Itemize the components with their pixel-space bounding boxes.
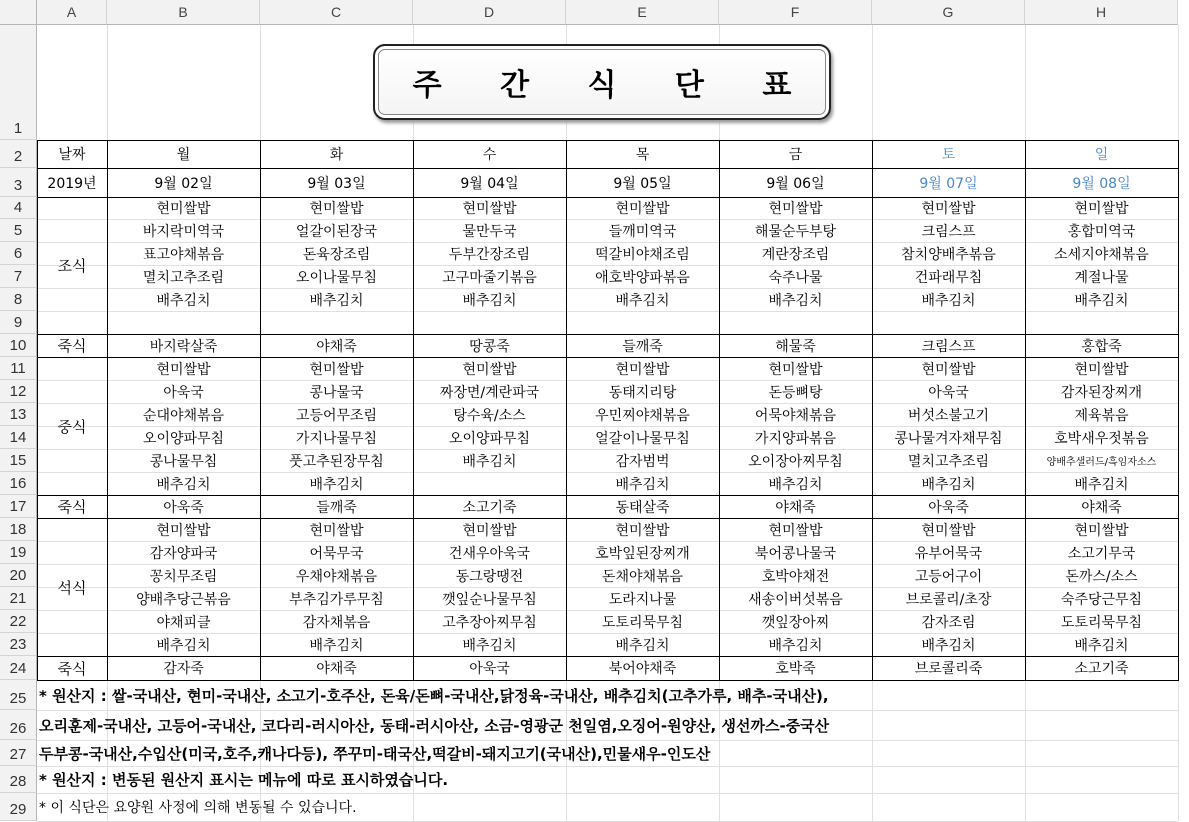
origin-note[interactable]: * 원산지 : 쌀-국내산, 현미-국내산, 소고기-호주산, 돈육/돈뼈-국내산,닭정육-국내산, 배추김치(고추가루, 배추-국내산),	[39, 686, 829, 705]
row-header-7[interactable]: 7	[0, 265, 37, 288]
menu-cell[interactable]: 감자조림	[921, 614, 976, 631]
table-border-vertical	[719, 140, 720, 680]
menu-cell[interactable]: 오이양파무침	[142, 430, 225, 447]
date-cell-6[interactable]: 9월 07일	[919, 175, 978, 192]
menu-cell[interactable]: 현미쌀밥	[1074, 522, 1129, 539]
menu-cell[interactable]: 얼갈이나물무침	[595, 430, 690, 447]
row-header-26[interactable]: 26	[0, 710, 37, 740]
menu-cell[interactable]: 현미쌀밥	[615, 201, 670, 217]
table-border-horizontal	[37, 197, 1179, 198]
table-border-vertical	[872, 140, 873, 680]
column-header-c[interactable]: C	[260, 0, 413, 25]
menu-cell[interactable]: 고구마줄기볶음	[442, 269, 537, 286]
menu-cell[interactable]: 양배추샐러드/흑임자소스	[1046, 457, 1157, 468]
menu-cell[interactable]: 숙주나물	[768, 269, 823, 286]
menu-cell[interactable]: 배추김치	[462, 292, 517, 309]
column-header-g[interactable]: G	[872, 0, 1025, 25]
menu-cell[interactable]: 고추장아찌무침	[442, 614, 537, 631]
menu-cell[interactable]: 깻잎순나물무침	[442, 591, 537, 608]
menu-cell[interactable]: 현미쌀밥	[768, 522, 823, 539]
menu-cell[interactable]: 두부간장조림	[448, 246, 531, 263]
porridge-cell[interactable]: 호박죽	[775, 661, 816, 677]
menu-cell[interactable]: 콩나물무침	[149, 453, 218, 470]
menu-cell[interactable]: 숙주당근무침	[1060, 591, 1143, 608]
row-header-27[interactable]: 27	[0, 740, 37, 766]
table-border-horizontal	[37, 140, 1179, 141]
porridge-label-2[interactable]: 죽식	[57, 498, 87, 516]
table-border-vertical	[566, 140, 567, 680]
porridge-cell[interactable]: 소고기죽	[1074, 661, 1129, 677]
menu-cell[interactable]: 현미쌀밥	[615, 361, 670, 378]
menu-cell[interactable]: 참치양배추볶음	[901, 246, 996, 263]
menu-cell[interactable]: 애호박양파볶음	[595, 269, 690, 286]
row-header-14[interactable]: 14	[0, 426, 37, 449]
menu-cell[interactable]: 현미쌀밥	[462, 522, 517, 539]
menu-cell[interactable]: 현미쌀밥	[1074, 361, 1129, 378]
porridge-cell[interactable]: 야채죽	[316, 661, 357, 677]
porridge-cell[interactable]: 들깨죽	[316, 499, 357, 516]
menu-cell[interactable]: 배추김치	[309, 292, 364, 309]
menu-cell[interactable]: 가지나물무침	[295, 430, 378, 447]
lunch-label[interactable]: 중식	[57, 417, 87, 436]
column-header-h[interactable]: H	[1025, 0, 1178, 25]
menu-cell[interactable]: 현미쌀밥	[309, 201, 364, 217]
row-header-3[interactable]: 3	[0, 168, 37, 197]
menu-cell[interactable]	[413, 472, 566, 495]
menu-cell[interactable]: 멸치고추조림	[907, 453, 990, 470]
porridge-label-1[interactable]: 죽식	[57, 337, 87, 355]
year-cell[interactable]: 2019년	[47, 175, 97, 192]
breakfast-label[interactable]: 조식	[57, 257, 87, 275]
menu-cell[interactable]: 양배추당근볶음	[136, 591, 231, 608]
porridge-cell[interactable]: 아욱죽	[928, 499, 969, 516]
menu-cell[interactable]: 돈채야채볶음	[601, 568, 684, 585]
row-header-29[interactable]: 29	[0, 793, 37, 821]
origin-note[interactable]: * 이 식단은 요양원 사정에 의해 변동될 수 있습니다.	[39, 800, 357, 816]
menu-cell[interactable]: 현미쌀밥	[309, 361, 364, 378]
menu-cell[interactable]: 바지락미역국	[142, 223, 225, 240]
menu-cell[interactable]: 호박야채전	[761, 568, 830, 585]
menu-cell[interactable]: 배추김치	[1074, 637, 1129, 654]
menu-cell[interactable]: 떡갈비야채조림	[595, 246, 690, 263]
menu-cell[interactable]: 현미쌀밥	[462, 361, 517, 378]
day-header-7[interactable]: 일	[1094, 147, 1109, 163]
row-header-25[interactable]: 25	[0, 680, 37, 710]
table-border-horizontal	[37, 518, 1179, 519]
menu-cell[interactable]: 들깨미역국	[608, 223, 677, 240]
menu-cell[interactable]: 돈까스/소스	[1065, 568, 1138, 585]
date-cell-3[interactable]: 9월 04일	[460, 175, 519, 192]
menu-cell[interactable]: 도토리묵무침	[1060, 614, 1143, 631]
menu-cell[interactable]: 멸치고추조림	[142, 269, 225, 286]
porridge-cell[interactable]: 땅콩죽	[469, 338, 510, 355]
menu-cell[interactable]: 부추김가루무침	[289, 591, 384, 608]
table-border-vertical	[260, 140, 261, 680]
day-header-6[interactable]: 토	[941, 147, 956, 163]
menu-cell[interactable]: 풋고추된장무침	[289, 453, 384, 470]
day-header-2[interactable]: 화	[329, 147, 344, 163]
menu-cell[interactable]: 배추김치	[615, 476, 670, 493]
menu-cell[interactable]: 배추김치	[156, 637, 211, 654]
day-header-3[interactable]: 수	[482, 147, 497, 163]
menu-cell[interactable]: 건새우아욱국	[448, 545, 531, 562]
menu-cell[interactable]: 배추김치	[768, 637, 823, 654]
row-header-19[interactable]: 19	[0, 541, 37, 564]
menu-cell[interactable]: 배추김치	[921, 292, 976, 309]
porridge-cell[interactable]: 북어야채죽	[608, 661, 677, 677]
menu-cell[interactable]: 고등어구이	[914, 568, 983, 585]
menu-cell[interactable]: 꽁치무조림	[149, 568, 218, 585]
row-header-4[interactable]: 4	[0, 197, 37, 219]
menu-cell[interactable]: 계절나물	[1074, 269, 1129, 286]
menu-cell[interactable]: 배추김치	[462, 453, 517, 470]
menu-cell[interactable]: 새송이버섯볶음	[748, 591, 843, 608]
row-header-2[interactable]: 2	[0, 140, 37, 168]
menu-cell[interactable]: 크림스프	[921, 223, 976, 240]
porridge-cell[interactable]: 바지락살죽	[149, 338, 218, 355]
menu-cell[interactable]: 호박잎된장찌개	[595, 545, 690, 562]
menu-cell[interactable]	[413, 311, 566, 334]
menu-cell[interactable]: 감자범벅	[615, 453, 670, 470]
column-header-a[interactable]: A	[37, 0, 107, 25]
row-header-6[interactable]: 6	[0, 242, 37, 265]
day-header-4[interactable]: 목	[635, 147, 650, 163]
row-header-20[interactable]: 20	[0, 564, 37, 587]
menu-cell[interactable]	[1025, 311, 1178, 334]
date-cell-5[interactable]: 9월 06일	[766, 175, 825, 192]
menu-cell[interactable]: 배추김치	[156, 476, 211, 493]
porridge-cell[interactable]: 야채죽	[775, 499, 816, 516]
row-header-17[interactable]: 17	[0, 495, 37, 518]
row-header-22[interactable]: 22	[0, 610, 37, 633]
day-header-5[interactable]: 금	[788, 147, 803, 163]
menu-cell[interactable]: 북어콩나물국	[754, 545, 837, 562]
menu-cell[interactable]: 해물순두부탕	[754, 223, 837, 240]
menu-cell[interactable]: 배추김치	[921, 637, 976, 654]
column-header-f[interactable]: F	[719, 0, 872, 25]
date-cell-7[interactable]: 9월 08일	[1072, 175, 1131, 192]
menu-cell[interactable]	[566, 311, 719, 334]
menu-cell[interactable]: 배추김치	[615, 292, 670, 309]
origin-note[interactable]: 두부콩-국내산,수입산(미국,호주,캐나다등), 쭈꾸미-태국산,떡갈비-돼지고기(국내산),민물새우-인도산	[39, 744, 711, 763]
menu-cell[interactable]: 깻잎장아찌	[761, 614, 830, 631]
porridge-cell[interactable]: 야채죽	[1081, 499, 1122, 516]
menu-cell[interactable]: 배추김치	[1074, 476, 1129, 493]
menu-cell[interactable]: 버섯소불고기	[907, 407, 990, 424]
table-border-horizontal	[37, 168, 1179, 169]
menu-cell[interactable]: 감자양파국	[149, 545, 218, 562]
menu-cell[interactable]: 어묵무국	[309, 545, 364, 562]
row-header-5[interactable]: 5	[0, 219, 37, 242]
origin-note[interactable]: * 원산지 : 변동된 원산지 표시는 메뉴에 따로 표시하였습니다.	[39, 771, 449, 789]
menu-cell[interactable]: 표고야채볶음	[142, 246, 225, 263]
menu-cell[interactable]: 현미쌀밥	[615, 522, 670, 539]
table-border-vertical	[107, 140, 108, 680]
date-label-cell[interactable]: 날짜	[58, 147, 86, 163]
menu-cell[interactable]: 배추김치	[615, 637, 670, 654]
menu-cell[interactable]: 현미쌀밥	[156, 361, 211, 378]
porridge-cell[interactable]: 크림스프	[921, 338, 976, 355]
menu-cell[interactable]: 브로콜리/초장	[905, 591, 992, 608]
porridge-cell[interactable]: 해물죽	[775, 338, 816, 355]
menu-cell[interactable]: 고등어무조림	[295, 407, 378, 424]
menu-cell[interactable]: 짜장면/계란파국	[439, 384, 540, 401]
menu-cell[interactable]: 호박새우젓볶음	[1054, 430, 1149, 447]
select-all-corner[interactable]	[0, 0, 37, 25]
menu-cell[interactable]: 콩나물겨자채무침	[894, 430, 1003, 447]
menu-cell[interactable]: 가지양파볶음	[754, 430, 837, 447]
menu-cell[interactable]: 현미쌀밥	[921, 201, 976, 217]
porridge-cell[interactable]: 아욱국	[469, 661, 510, 677]
table-border-horizontal	[37, 334, 1179, 335]
menu-cell[interactable]	[872, 311, 1025, 334]
menu-cell[interactable]: 배추김치	[462, 637, 517, 654]
menu-cell[interactable]: 돈등뼈탕	[768, 384, 823, 401]
menu-cell[interactable]: 오이장아찌무침	[748, 453, 843, 470]
menu-cell[interactable]: 배추김치	[309, 476, 364, 493]
menu-cell[interactable]: 유부어묵국	[914, 545, 983, 562]
row-header-18[interactable]: 18	[0, 518, 37, 541]
date-cell-4[interactable]: 9월 05일	[613, 175, 672, 192]
row-header-1[interactable]: 1	[0, 25, 37, 140]
menu-cell[interactable]: 감자된장찌개	[1060, 384, 1143, 401]
menu-cell[interactable]: 탕수육/소스	[453, 407, 526, 424]
row-header-23[interactable]: 23	[0, 633, 37, 656]
porridge-cell[interactable]: 야채죽	[316, 338, 357, 355]
row-header-15[interactable]: 15	[0, 449, 37, 472]
menu-cell[interactable]: 물만두국	[462, 223, 517, 240]
menu-cell[interactable]: 배추김치	[156, 292, 211, 309]
menu-cell[interactable]: 도토리묵무침	[601, 614, 684, 631]
row-header-24[interactable]: 24	[0, 656, 37, 680]
menu-cell[interactable]: 우채야채볶음	[295, 568, 378, 585]
menu-cell[interactable]	[260, 311, 413, 334]
menu-cell[interactable]: 계란장조림	[761, 246, 830, 263]
menu-cell[interactable]: 어묵야채볶음	[754, 407, 837, 424]
table-border-vertical	[413, 140, 414, 680]
menu-cell[interactable]: 오이나물무침	[295, 269, 378, 286]
porridge-cell[interactable]: 감자죽	[163, 661, 204, 677]
porridge-cell[interactable]: 동태살죽	[615, 499, 670, 516]
menu-cell[interactable]: 우민찌야채볶음	[595, 407, 690, 424]
porridge-cell[interactable]: 브로콜리죽	[914, 661, 983, 677]
porridge-label-3[interactable]: 죽식	[57, 659, 87, 678]
day-header-1[interactable]: 월	[176, 147, 191, 163]
menu-cell[interactable]: 현미쌀밥	[462, 201, 517, 217]
menu-cell[interactable]: 순대야채볶음	[142, 407, 225, 424]
menu-cell[interactable]: 현미쌀밥	[309, 522, 364, 539]
date-cell-1[interactable]: 9월 02일	[154, 175, 213, 192]
origin-note[interactable]: 오리훈제-국내산, 고등어-국내산, 코다리-러시아산, 동태-러시아산, 소금-영광군 천일염,오징어-원양산, 생선까스-중국산	[39, 716, 830, 735]
menu-cell[interactable]	[107, 311, 260, 334]
table-border-vertical	[37, 140, 38, 680]
table-border-vertical	[1025, 140, 1026, 680]
menu-cell[interactable]: 동태지리탕	[608, 384, 677, 401]
menu-cell[interactable]	[719, 311, 872, 334]
menu-cell[interactable]: 얼갈이된장국	[295, 223, 378, 240]
row-header-12[interactable]: 12	[0, 380, 37, 403]
menu-cell[interactable]: 동그랑땡전	[455, 568, 524, 585]
menu-cell[interactable]: 배추김치	[921, 476, 976, 493]
table-border-horizontal	[37, 495, 1179, 496]
porridge-cell[interactable]: 아욱죽	[163, 499, 204, 516]
row-header-9[interactable]: 9	[0, 311, 37, 334]
column-header-d[interactable]: D	[413, 0, 566, 25]
menu-cell[interactable]: 건파래무침	[914, 269, 983, 286]
menu-cell[interactable]: 오이양파무침	[448, 430, 531, 447]
table-border-horizontal	[37, 357, 1179, 358]
menu-cell[interactable]: 콩나물국	[309, 384, 364, 401]
menu-cell[interactable]: 배추김치	[768, 476, 823, 493]
menu-cell[interactable]: 제육볶음	[1074, 407, 1129, 424]
page-title: 주 간 식 단 표	[373, 44, 831, 120]
row-header-16[interactable]: 16	[0, 472, 37, 495]
row-header-11[interactable]: 11	[0, 357, 37, 380]
column-header-e[interactable]: E	[566, 0, 719, 25]
row-header-13[interactable]: 13	[0, 403, 37, 426]
column-header-b[interactable]: B	[107, 0, 260, 25]
porridge-cell[interactable]: 소고기죽	[462, 499, 517, 516]
table-border-horizontal	[37, 656, 1179, 657]
menu-cell[interactable]: 감자채볶음	[302, 614, 371, 631]
menu-cell[interactable]: 홍합미역국	[1067, 223, 1136, 240]
dinner-label[interactable]: 석식	[57, 578, 87, 597]
row-header-21[interactable]: 21	[0, 587, 37, 610]
row-header-8[interactable]: 8	[0, 288, 37, 311]
row-header-28[interactable]: 28	[0, 766, 37, 793]
porridge-cell[interactable]: 홍합죽	[1081, 338, 1122, 355]
menu-cell[interactable]: 현미쌀밥	[768, 201, 823, 217]
menu-cell[interactable]: 배추김치	[768, 292, 823, 309]
menu-cell[interactable]: 야채피클	[156, 614, 211, 631]
menu-cell[interactable]: 배추김치	[1074, 292, 1129, 309]
date-cell-2[interactable]: 9월 03일	[307, 175, 366, 192]
menu-cell[interactable]: 소고기무국	[1067, 545, 1136, 562]
menu-cell[interactable]: 배추김치	[309, 637, 364, 654]
menu-cell[interactable]: 아욱국	[928, 384, 969, 401]
menu-cell[interactable]: 현미쌀밥	[921, 522, 976, 539]
menu-cell[interactable]: 현미쌀밥	[1074, 201, 1129, 217]
porridge-cell[interactable]: 들깨죽	[622, 338, 663, 355]
menu-cell[interactable]: 현미쌀밥	[156, 201, 211, 217]
menu-cell[interactable]: 아욱국	[163, 384, 204, 401]
menu-cell[interactable]: 현미쌀밥	[768, 361, 823, 378]
row-header-10[interactable]: 10	[0, 334, 37, 357]
menu-cell[interactable]: 현미쌀밥	[921, 361, 976, 378]
menu-cell[interactable]: 돈육장조림	[302, 246, 371, 263]
table-border-vertical	[1178, 140, 1179, 680]
menu-cell[interactable]: 현미쌀밥	[156, 522, 211, 539]
menu-cell[interactable]: 도라지나물	[608, 591, 677, 608]
menu-cell[interactable]: 소세지야채볶음	[1054, 246, 1149, 263]
